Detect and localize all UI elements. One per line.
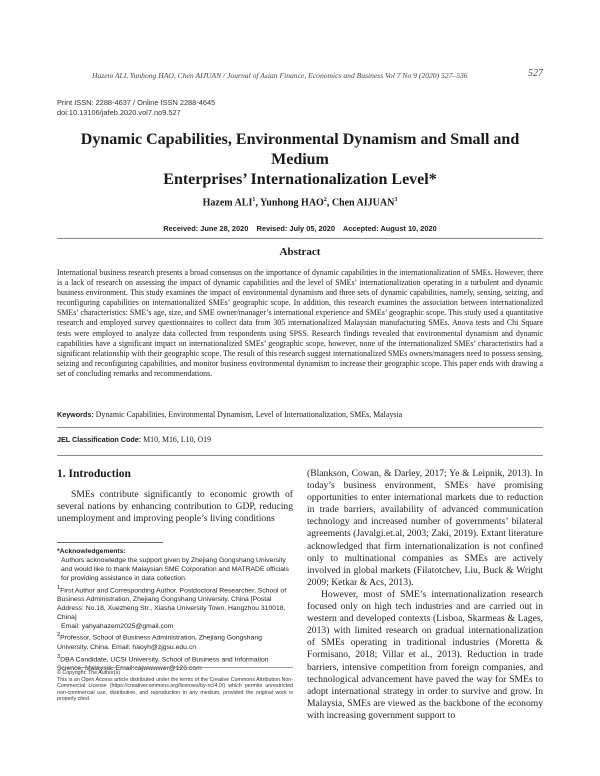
footnote-3-text: DBA Candidate, UCSI University, School of Business and Information Science, Malaysia. Email:cajwwwwer@126.com [57, 655, 269, 672]
keywords [57, 410, 543, 419]
running-head: Hazem ALI, Yunhong HAO, Chen AIJUAN / Journal of Asian Finance, Economics and Business Vol 7 No 9 (2020) 527–536 [92, 71, 468, 80]
intro-paragraph-right-2: However, most of SME’s internationalization research focused only on high tech industries and are carried out in western and developed contexts (Lisboa, Skarmeas & Lages, 2013) with limited research on gradual internationalization of SMEs operating in traditional industries (Moretta & Formisano, 2018; Villar et al., 2013). Reduction in trade barriers, intensive competition from foreign companies, and technological advancement have paved the way for SMEs to adopt international strategy in order to survive and grow. In Malaysia, SMEs are viewed as the backbone of the economy with increasing government support to [307, 588, 543, 721]
footnote-divider [57, 542, 163, 543]
paper-title [57, 130, 543, 190]
jel-codes [57, 435, 543, 444]
title-line-2: Enterprises’ Internationalization Level* [163, 171, 437, 188]
author-2: Yunhong HAO [260, 197, 324, 209]
page-number: 527 [528, 68, 543, 79]
copyright-divider [57, 667, 293, 668]
footnote-2-marker: 2 [57, 632, 61, 639]
divider [57, 427, 543, 428]
acknowledgements-text: Authors acknowledge the support given by Zhejiang Gongshang University and would like to thank Malaysian SME Corporation and MATRADE officials for providing assistance in data collection. [61, 556, 289, 582]
title-line-1: Dynamic Capabilities, Environmental Dynamism and Small and Medium [80, 131, 520, 168]
intro-paragraph-right-1: (Blankson, Cowan, & Darley, 2017; Ye & Leipnik, 2013). In today’s business environment, SMEs have promising opportunities to enter international markets due to reduction in trade barriers, availability of advanced communication technology and increased number of governments’ bilateral agreements (Javalgi.et.al, 2003; Zaki, 2019). Extant literature acknowledged that firm internationalization is not confined only to multinational companies as SMEs are actively involved in global markets (Filatotchev, Liu, Buck & Wright 2009; Ketkar & Acs, 2013). [307, 468, 543, 588]
issn-line: Print ISSN: 2288-4637 / Online ISSN 2288-4645 [57, 98, 216, 107]
footnote-3-marker: 3 [57, 653, 61, 660]
keywords-text: Dynamic Capabilities, Environmental Dynamism, Level of Internationalization, SMEs, Malaysia [93, 410, 403, 419]
footnote-1-text: First Author and Corresponding Author. Postdoctoral Researcher, School of Business Administration, Zhejiang Gongshang University, China [Postal Address: No.18, Xuezheng Str., Xiasha University Town, Hangzhou 310018, China] [57, 586, 287, 621]
abstract-heading: Abstract [279, 246, 321, 258]
acknowledgements-heading: *Acknowledgements: [57, 548, 126, 555]
author-1-sup: 1 [252, 197, 256, 203]
footnote-1 [57, 584, 293, 623]
right-column [307, 468, 543, 722]
author-separator: , [255, 197, 260, 209]
divider [57, 238, 543, 239]
author-separator: , [326, 197, 332, 209]
footnotes [57, 548, 293, 674]
section-heading-introduction: 1. Introduction [57, 468, 131, 480]
keywords-label: Keywords: [57, 410, 94, 419]
footnote-1-email[interactable]: Email: yahyahazem2025@gmail.com [61, 622, 174, 630]
divider [57, 455, 543, 456]
submission-dates: Received: June 28, 2020 Revised: July 05, 2020 Accepted: August 10, 2020 [163, 224, 437, 233]
author-list [57, 197, 543, 208]
author-3: Chen AIJUAN [331, 197, 395, 209]
intro-paragraph-left: SMEs contribute significantly to economic growth of several nations by enhancing contribution to GDP, reducing unemployment and improving people’s living conditions [57, 489, 293, 525]
left-column [57, 468, 293, 525]
footnote-1-marker: 1 [57, 584, 61, 591]
author-3-sup: 3 [394, 197, 398, 203]
license-text: This is an Open Access article distributed under the terms of the Creative Commons Attribution Non-Commercial License (https://creativecommons.org/licenses/by-nc/4.0/) which permits unrestricted non-commercial use, distribution, and reproduction in any medium, provided the original work is properly cited. [57, 676, 293, 703]
copyright-notice [57, 670, 293, 703]
copyright-line: © Copyright: The Author(s) [57, 670, 120, 676]
author-2-sup: 2 [323, 197, 327, 203]
doi-line[interactable]: doi:10.13106/jafeb.2020.vol7.no9.527 [57, 108, 181, 117]
abstract-body: International business research presents a broad consensus on the importance of dynamic capabilities in the internationalization of SMEs. However, there is a lack of research on assessing the impact of dynamic capabilities and the level of SMEs’ internationalization operating in a turbulent and dynamic business environment. This study examines the impact of environmental dynamism and three sets of dynamic capabilities, namely, sensing, seizing, and reconfiguring capabilities on internationalized SMEs’ geographic scope. In addition, this research examines the association between internationalized SMEs’ characteristics: SME’s age, size, and SME owner/manager’s international experience and SMEs’ geographic scope. This study used a quantitative research and employed survey questionnaires to collect data from 305 internationalized Malaysian manufacturing SMEs. Anova tests and Chi Square tests were employed to analyze data collected from respondents using SPSS. Research findings revealed that environmental dynamism and dynamic capabilities have a significant impact on internationalized SMEs’ geographic scope, however, none of the internationalized SMEs’ characteristics had a significant relationship with their geographic scope. The result of this research suggest internationalized SMEs owners/managers need to possess sensing, seizing and reconfiguring capabilities, and monitor business environmental dynamism to increase their geographic scope. This paper ends with drawing a set of concluding remarks and recommendations. [57, 268, 543, 378]
author-1: Hazem ALI [202, 197, 253, 209]
jel-label: JEL Classification Code: [57, 435, 142, 444]
jel-text: M10, M16, L10, O19 [141, 435, 212, 444]
footnote-2 [57, 631, 293, 652]
footnote-2-text: Professor, School of Business Administration, Zhejiang Gongshang University, China. Email: haoyh@zjgsu.edu.cn [57, 634, 262, 651]
issn-block [57, 98, 215, 118]
